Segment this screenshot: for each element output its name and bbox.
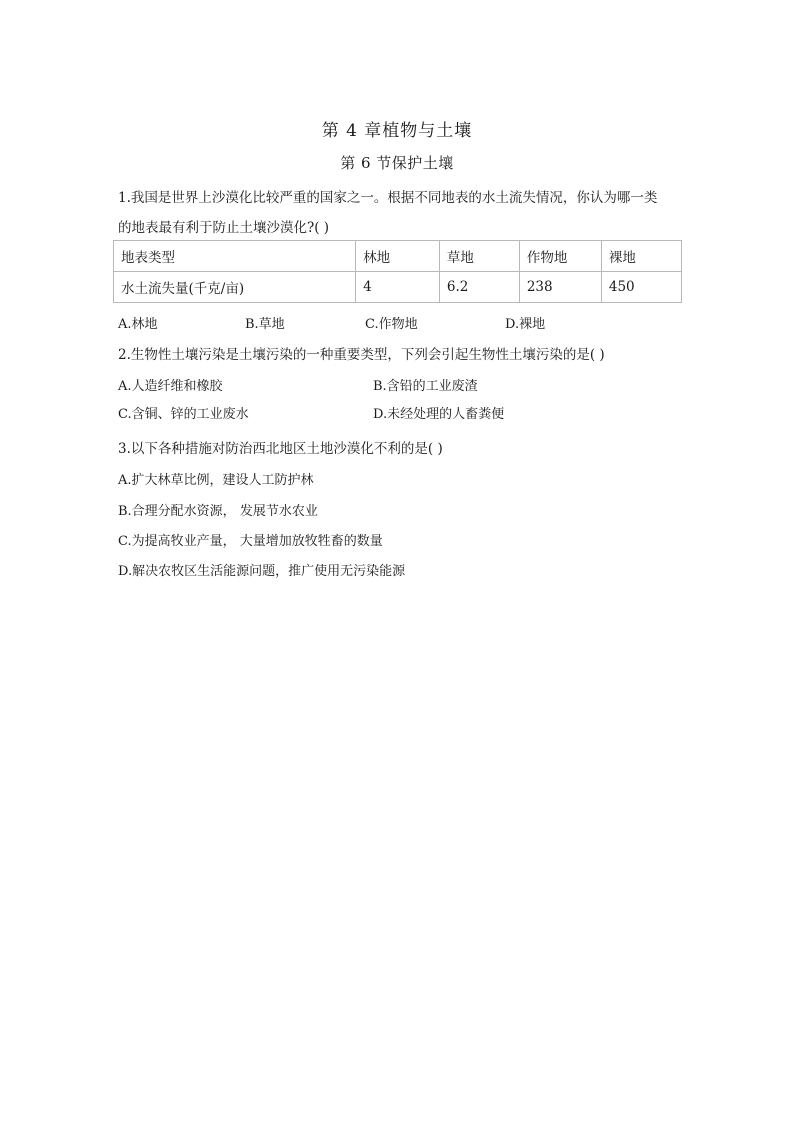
question-2-option-c: C.含铜、锌的工业废水 xyxy=(118,407,249,422)
question-3-option-b: B.合理分配水资源， 发展节水农业 xyxy=(118,504,318,519)
question-3-option-a: A.扩大林草比例，建设人工防护林 xyxy=(118,473,314,488)
question-2-option-a: A.人造纤维和橡胶 xyxy=(118,379,223,394)
question-1-option-a: A.林地 xyxy=(118,317,158,332)
soil-erosion-table xyxy=(113,240,682,303)
chapter-title: 第 4 章植物与土壤 xyxy=(321,121,473,141)
question-3-option-d: D.解决农牧区生活能源问题，推广使用无污染能源 xyxy=(118,564,406,579)
table-cell: 4 xyxy=(356,272,440,303)
table-header-cell: 地表类型 xyxy=(114,241,356,272)
question-2-option-d: D.未经处理的人畜粪便 xyxy=(373,407,505,422)
section-title: 第 6 节保护土壤 xyxy=(340,154,454,172)
table-header-row xyxy=(114,241,682,272)
table-header-cell: 裸地 xyxy=(601,241,681,272)
question-2-text: 2.生物性土壤污染是土壤污染的一种重要类型，下列会引起生物性土壤污染的是( ) xyxy=(118,347,605,363)
question-3-option-c: C.为提高牧业产量， 大量增加放牧牲畜的数量 xyxy=(118,534,383,549)
question-3-text: 3.以下各种措施对防治西北地区土地沙漠化不利的是( ) xyxy=(118,441,443,457)
table-cell: 450 xyxy=(601,272,681,303)
table-cell: 水土流失量(千克/亩) xyxy=(114,272,356,303)
table-cell: 238 xyxy=(519,272,601,303)
table-row xyxy=(114,272,682,303)
table-header-cell: 林地 xyxy=(356,241,440,272)
question-1-option-d: D.裸地 xyxy=(505,317,546,332)
question-1-option-c: C.作物地 xyxy=(365,317,418,332)
question-1-text-line-1: 1.我国是世界上沙漠化比较严重的国家之一。根据不同地表的水土流失情况，你认为哪一类 xyxy=(118,190,658,206)
question-2-option-b: B.含铅的工业废渣 xyxy=(373,379,478,394)
table-cell: 6.2 xyxy=(439,272,519,303)
question-1-option-b: B.草地 xyxy=(245,317,285,332)
question-1-text-line-2: 的地表最有利于防止土壤沙漠化?( ) xyxy=(118,220,330,236)
table-header-cell: 草地 xyxy=(439,241,519,272)
table-header-cell: 作物地 xyxy=(519,241,601,272)
